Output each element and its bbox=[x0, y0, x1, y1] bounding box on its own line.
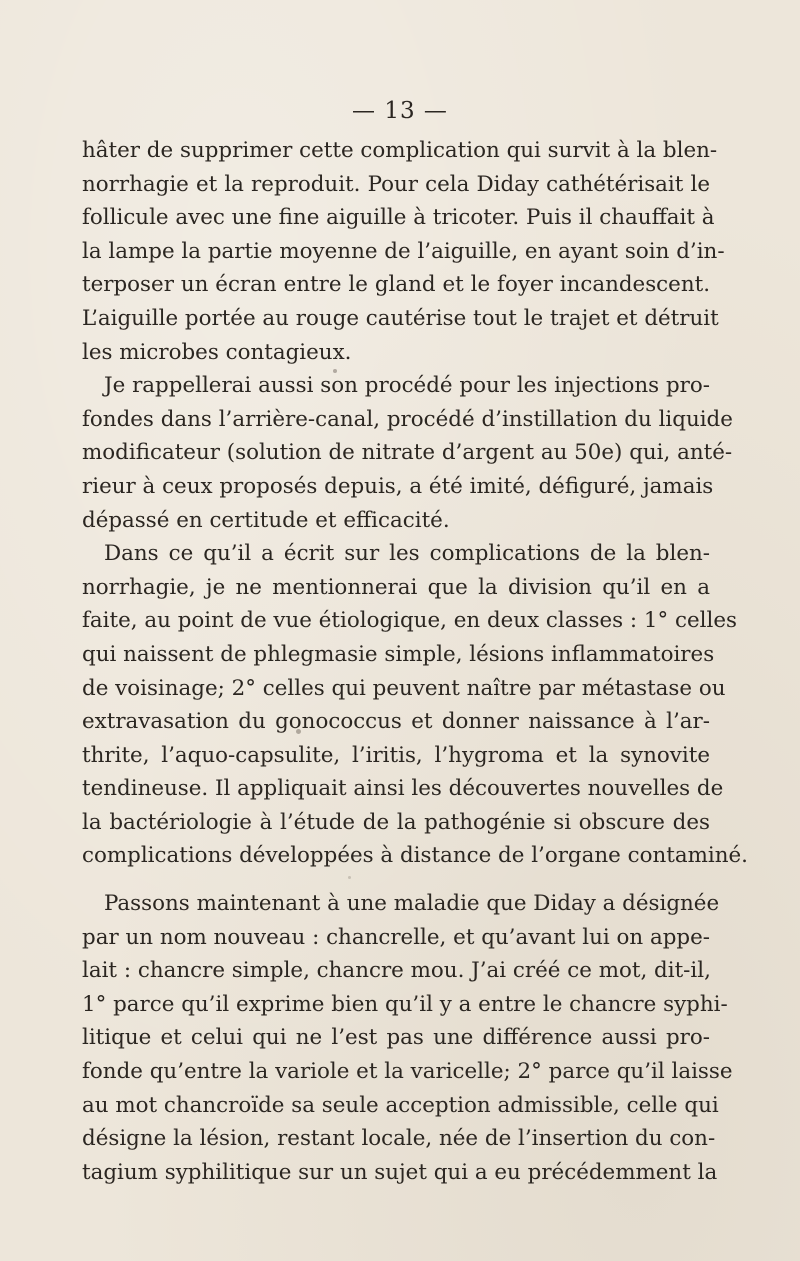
text-line: rieur à ceux proposés depuis, a été imité, défiguré, jamais bbox=[82, 473, 714, 499]
text-line: 1° parce qu’il exprime bien qu’il y a entre le chancre syphi- bbox=[82, 991, 728, 1017]
text-line: norrhagie, je ne mentionnerai que la division qu’il en a bbox=[82, 574, 710, 600]
text-line: litique et celui qui ne l’est pas une différence aussi pro- bbox=[82, 1025, 710, 1051]
paragraph-3 bbox=[82, 537, 748, 873]
text-line: norrhagie et la reproduit. Pour cela Diday cathétérisait le bbox=[82, 171, 710, 197]
text-line: désigne la lésion, restant locale, née de l’insertion du con- bbox=[82, 1126, 716, 1152]
text-line: terposer un écran entre le gland et le foyer incandescent. bbox=[82, 272, 710, 298]
text-line: modificateur (solution de nitrate d’argent au 50e) qui, anté- bbox=[82, 440, 733, 466]
text-line: thrite, l’aquo-capsulite, l’iritis, l’hygroma et la synovite bbox=[82, 742, 710, 768]
text-line: les microbes contagieux. bbox=[82, 339, 352, 365]
text-line: hâter de supprimer cette complication qui survit à la blen- bbox=[82, 138, 718, 163]
paragraph-2 bbox=[82, 369, 733, 537]
text-line: follicule avec une fine aiguille à tricoter. Puis il chauffait à bbox=[82, 205, 715, 231]
text-line: la lampe la partie moyenne de l’aiguille, en ayant soin d’in- bbox=[82, 238, 725, 264]
text-line: tendineuse. Il appliquait ainsi les découvertes nouvelles de bbox=[82, 776, 724, 802]
text-line: par un nom nouveau : chancrelle, et qu’avant lui on appe- bbox=[82, 924, 710, 950]
ink-speck bbox=[348, 876, 351, 879]
text-line: tagium syphilitique sur un sujet qui a eu précédemment la bbox=[82, 1159, 718, 1185]
text-block-lower bbox=[82, 887, 733, 1189]
page-number: — 13 — bbox=[352, 98, 448, 124]
paragraph-4 bbox=[82, 887, 733, 1189]
text-line: Passons maintenant à une maladie que Diday a désignée bbox=[104, 891, 720, 916]
text-line: L’aiguille portée au rouge cautérise tout le trajet et détruit bbox=[82, 305, 719, 331]
text-block-upper bbox=[82, 134, 748, 873]
text-line: extravasation du gonococcus et donner naissance à l’ar- bbox=[82, 709, 710, 735]
text-line: Dans ce qu’il a écrit sur les complications de la blen- bbox=[104, 541, 710, 567]
paragraph-1 bbox=[82, 134, 725, 369]
text-line: qui naissent de phlegmasie simple, lésions inflammatoires bbox=[82, 641, 715, 667]
ink-speck bbox=[296, 729, 301, 734]
text-line: Je rappellerai aussi son procédé pour les injections pro- bbox=[104, 373, 710, 399]
text-line: la bactériologie à l’étude de la pathogénie si obscure des bbox=[82, 809, 710, 835]
text-line: complications développées à distance de l’organe contaminé. bbox=[82, 843, 748, 869]
text-line: au mot chancroïde sa seule acception admissible, celle qui bbox=[82, 1092, 719, 1118]
text-line: de voisinage; 2° celles qui peuvent naître par métastase ou bbox=[82, 675, 726, 701]
text-line: dépassé en certitude et efficacité. bbox=[82, 507, 450, 533]
text-line: lait : chancre simple, chancre mou. J’ai créé ce mot, dit-il, bbox=[82, 958, 711, 984]
ink-speck bbox=[333, 369, 337, 373]
text-line: fonde qu’entre la variole et la varicelle; 2° parce qu’il laisse bbox=[82, 1058, 733, 1084]
text-line: faite, au point de vue étiologique, en deux classes : 1° celles bbox=[82, 608, 737, 634]
text-line: fondes dans l’arrière-canal, procédé d’instillation du liquide bbox=[82, 406, 733, 432]
